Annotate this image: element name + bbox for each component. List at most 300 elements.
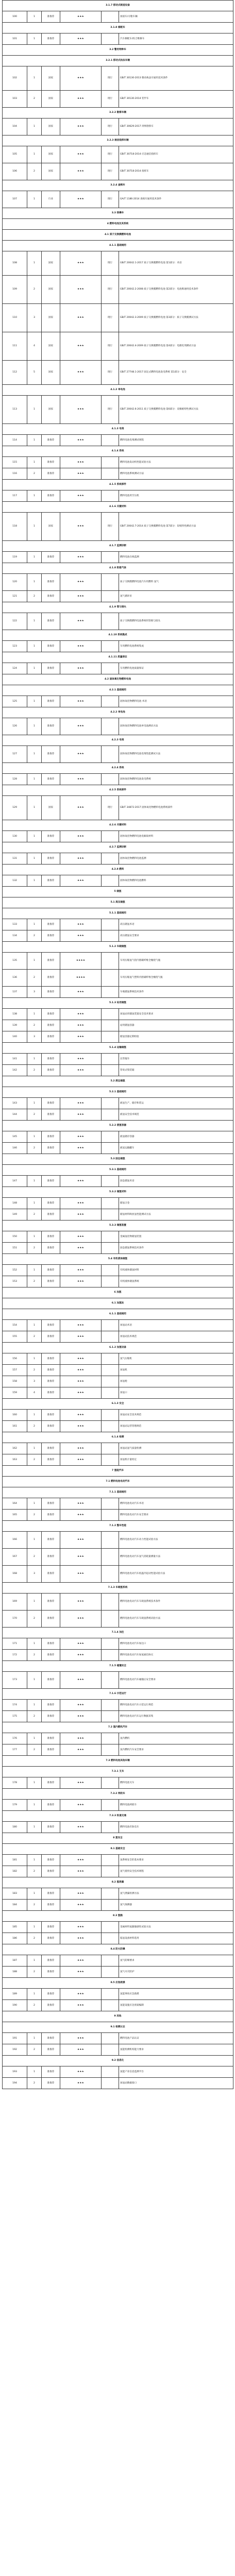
sub-number: 2 — [27, 1143, 42, 1154]
standard-status: 现行 — [102, 304, 119, 332]
sub-number: 1 — [27, 1410, 42, 1421]
standard-name: 临氢设备材料选用 — [119, 1933, 233, 1944]
sub-number: 1 — [27, 1176, 42, 1187]
priority-stars: ★★★ — [60, 853, 102, 865]
standard-name: 高压储氢安全要求 — [119, 930, 233, 942]
standard-name: 金属材料氢脆敏感性试验方法 — [119, 1922, 233, 1933]
sub-number: 2 — [27, 1510, 42, 1521]
priority-stars: ★★★ — [60, 987, 102, 998]
sub-number: 2 — [27, 2044, 42, 2056]
section-row — [3, 1287, 233, 1298]
standard-row — [3, 1822, 233, 1833]
standard-status — [102, 1009, 119, 1020]
section-title: 6.1.1 基础通用 — [3, 1309, 233, 1320]
priority-stars: ★★★ — [60, 1700, 102, 1711]
standard-row — [3, 1900, 233, 1911]
standard-status: 现行 — [102, 163, 119, 180]
standard-name: 氢气循环泵 — [119, 591, 233, 602]
row-number: 144 — [3, 1109, 27, 1121]
standard-name: GB/T 30718-2014 指挥车 — [119, 163, 233, 180]
section-title: 8.5 应急救援 — [3, 1978, 233, 1989]
standard-status — [102, 1510, 119, 1521]
sub-number: 1 — [27, 1443, 42, 1454]
sub-number: 1 — [27, 513, 42, 541]
section-row — [3, 1043, 233, 1054]
standard-name: 加氢机计量检定 — [119, 1454, 233, 1466]
sub-number: 1 — [27, 875, 42, 887]
section-title: 4.1.6 关键材料 — [3, 502, 233, 513]
section-row — [3, 1432, 233, 1443]
sub-number: 2 — [27, 1065, 42, 1076]
standard-row — [3, 1700, 233, 1711]
standard-level: 准推荐 — [42, 1700, 60, 1711]
standard-level: 准推荐 — [42, 930, 60, 942]
sub-number: 2 — [27, 1900, 42, 1911]
priority-stars: ★★★ — [60, 1800, 102, 1811]
priority-stars: ★★★ — [60, 1276, 102, 1287]
standard-status — [102, 1672, 119, 1689]
section-title: 8.3 氢脆 — [3, 1911, 233, 1922]
standard-status — [102, 574, 119, 591]
row-number: 178 — [3, 1777, 27, 1789]
section-row — [3, 1154, 233, 1165]
standard-level: 准推荐 — [42, 591, 60, 602]
sub-number: 2 — [27, 163, 42, 180]
section-title: 4.1.5 系统部件 — [3, 480, 233, 490]
sub-number: 2 — [27, 468, 42, 480]
standard-name: 燃料电池电动汽车低温冷起动性能试验方法 — [119, 1566, 233, 1583]
priority-stars: ★★★ — [60, 718, 102, 735]
standard-level: 准推荐 — [42, 1098, 60, 1109]
sub-number: 1 — [27, 774, 42, 785]
standard-level: 国家 — [42, 796, 60, 820]
standard-level: 国家 — [42, 332, 60, 361]
priority-stars: ★★★ — [60, 1638, 102, 1650]
standard-name: 固体氧化物燃料电池燃料 — [119, 875, 233, 887]
standard-name: 长管拖车 — [119, 1054, 233, 1065]
section-row — [3, 1298, 233, 1309]
section-title: 4 燃料电池及其系统 — [3, 219, 233, 230]
priority-stars: ★★★ — [60, 875, 102, 887]
sub-number: 1 — [27, 1989, 42, 2000]
section-title: 6.1.4 检测 — [3, 1432, 233, 1443]
row-number: 141 — [3, 1054, 27, 1065]
sub-number: 1 — [27, 663, 42, 674]
standard-level: 准推荐 — [42, 919, 60, 930]
row-number: 176 — [3, 1733, 27, 1744]
standard-name: GB/T 34872-2017 固体氧化物燃料电池系统部件 — [119, 796, 233, 820]
section-title: 5.2.2 液氢容器 — [3, 1121, 233, 1131]
section-row — [3, 1628, 233, 1638]
standard-status: 现行 — [102, 118, 119, 135]
standard-row — [3, 1933, 233, 1944]
section-row — [3, 602, 233, 613]
row-number: 184 — [3, 1900, 27, 1911]
standard-level: 准推荐 — [42, 1967, 60, 1978]
section-title: 6.1.3 安全 — [3, 1399, 233, 1410]
standard-status — [102, 1989, 119, 2000]
priority-stars: ★★★ — [60, 2033, 102, 2044]
priority-stars: ★★★ — [60, 2066, 102, 2078]
standard-row — [3, 1967, 233, 1978]
row-number: 123 — [3, 641, 27, 652]
sub-number: 2 — [27, 2078, 42, 2089]
standard-status — [102, 1265, 119, 1276]
standard-status — [102, 774, 119, 785]
standard-status — [102, 1276, 119, 1287]
row-number: 179 — [3, 1800, 27, 1811]
priority-stars: ★★★ — [60, 574, 102, 591]
standard-name: 燃料电池电动汽车动力性能试验方法 — [119, 1532, 233, 1549]
row-number: 129 — [3, 796, 27, 820]
standard-name: 燃料电池产品认证 — [119, 2033, 233, 2044]
sub-number: 1 — [27, 490, 42, 502]
priority-stars: ★★★ — [60, 1888, 102, 1900]
sub-number: 1 — [27, 552, 42, 563]
row-number: 172 — [3, 1650, 27, 1661]
section-title: 7.3 燃料电池其他车辆 — [3, 1756, 233, 1767]
section-row — [3, 1844, 233, 1855]
standard-name: 加氢站技术规范 — [119, 1331, 233, 1343]
priority-stars: ★★★ — [60, 1331, 102, 1343]
sub-number: 1 — [27, 796, 42, 820]
standard-row — [3, 1498, 233, 1510]
row-number: 150 — [3, 1231, 27, 1243]
standard-status — [102, 831, 119, 842]
standard-level: 准推荐 — [42, 1989, 60, 2000]
standard-name: 液氢运输罐车 — [119, 1143, 233, 1154]
standard-level: 准推荐 — [42, 1611, 60, 1628]
sub-number: 1 — [27, 66, 42, 91]
standard-status: 现行 — [102, 66, 119, 91]
standard-row — [3, 930, 233, 942]
sub-number: 2 — [27, 930, 42, 942]
priority-stars: ★★★ — [60, 831, 102, 842]
standard-row — [3, 490, 233, 502]
standard-level: 国家 — [42, 251, 60, 276]
standard-status — [102, 1922, 119, 1933]
standard-name: 燃料电池电堆测试规程 — [119, 435, 233, 446]
standard-status — [102, 1638, 119, 1650]
section-title: 8 氢安全 — [3, 1833, 233, 1844]
standard-level: 准推荐 — [42, 831, 60, 842]
section-row — [3, 1689, 233, 1700]
priority-stars: ★★★ — [60, 1611, 102, 1628]
section-row — [3, 1756, 233, 1767]
row-number: 152 — [3, 1265, 27, 1276]
sub-number: 3 — [27, 1566, 42, 1583]
section-row — [3, 1466, 233, 1477]
priority-stars: ★★★ — [60, 663, 102, 674]
standard-name: 氢气使用安全技术规程 — [119, 1866, 233, 1877]
standard-status — [102, 1320, 119, 1331]
standard-row — [3, 613, 233, 630]
section-title: 3.3 排爆车 — [3, 208, 233, 219]
standard-status — [102, 1243, 119, 1254]
row-number: 189 — [3, 1989, 27, 2000]
priority-stars: ★★★ — [60, 1410, 102, 1421]
standard-row — [3, 718, 233, 735]
priority-stars: ★★★ — [60, 332, 102, 361]
sub-number: 2 — [27, 1421, 42, 1432]
standard-level: 国家 — [42, 163, 60, 180]
standard-status — [102, 1855, 119, 1866]
standard-name: GB/T 30718-2014 应急通信指挥车 — [119, 146, 233, 163]
section-row — [3, 541, 233, 552]
sub-number: 2 — [27, 1276, 42, 1287]
standard-name: 燃料电池电动汽车运行数据采集 — [119, 1711, 233, 1722]
row-number: 119 — [3, 552, 27, 563]
standard-row — [3, 696, 233, 707]
standard-row — [3, 251, 233, 276]
section-row — [3, 735, 233, 746]
standard-name: GB/T 30629-2017 刑事勘察车 — [119, 118, 233, 135]
section-title: 4.2.8 燃料 — [3, 865, 233, 875]
standard-status — [102, 1967, 119, 1978]
section-title: 4.1.2 单电池 — [3, 385, 233, 396]
priority-stars: ★★★ — [60, 1109, 102, 1121]
section-row — [3, 1254, 233, 1265]
section-row — [3, 1767, 233, 1777]
priority-stars: ★★★ — [60, 163, 102, 180]
section-row — [3, 208, 233, 219]
row-number: 105 — [3, 146, 27, 163]
standard-name: GA/T 1186-2014 查缉车通用技术条件 — [119, 191, 233, 208]
standard-status — [102, 1532, 119, 1549]
standard-name: 有机液体储氢材料 — [119, 1265, 233, 1276]
standard-level: 准推荐 — [42, 1888, 60, 1900]
standard-level: 准推荐 — [42, 1744, 60, 1756]
standard-level: 准推荐 — [42, 457, 60, 468]
row-number: 163 — [3, 1454, 27, 1466]
standard-row — [3, 1054, 233, 1065]
sub-number: 2 — [27, 1866, 42, 1877]
section-row — [3, 897, 233, 908]
row-number: 117 — [3, 490, 27, 502]
standard-name: 高压储氢术语 — [119, 919, 233, 930]
sub-number: 1 — [27, 953, 42, 970]
standard-row — [3, 1243, 233, 1254]
row-number: 134 — [3, 930, 27, 942]
section-row — [3, 502, 233, 513]
priority-stars: ★★★ — [60, 1231, 102, 1243]
sub-number: 2 — [27, 970, 42, 987]
section-title: 8.4 防火防爆 — [3, 1944, 233, 1955]
row-number: 130 — [3, 831, 27, 842]
standard-level: 准推荐 — [42, 1922, 60, 1933]
sub-number: 1 — [27, 1672, 42, 1689]
standard-name: GB/T 20042.6-2011 质子交换膜燃料电池 第6部分：双极板特性测试方法 — [119, 396, 233, 424]
row-number: 190 — [3, 2000, 27, 2011]
priority-stars: ★★★ — [60, 613, 102, 630]
section-row — [3, 1, 233, 11]
row-number: 182 — [3, 1866, 27, 1877]
section-row — [3, 1911, 233, 1922]
priority-stars: ★★★ — [60, 1498, 102, 1510]
sub-number: 1 — [27, 1054, 42, 1065]
standard-row — [3, 304, 233, 332]
section-title: 5.1.2 车载储氢 — [3, 942, 233, 953]
standard-row — [3, 1454, 233, 1466]
priority-stars: ★★★ — [60, 1198, 102, 1209]
standard-level: 准推荐 — [42, 1672, 60, 1689]
standard-level: 准推荐 — [42, 1353, 60, 1365]
standard-row — [3, 1065, 233, 1076]
sub-number: 1 — [27, 1231, 42, 1243]
section-row — [3, 1121, 233, 1131]
section-title: 3.2.1 移动式执法车辆 — [3, 56, 233, 66]
standard-status — [102, 1955, 119, 1967]
section-title: 5.2 液态储氢 — [3, 1076, 233, 1087]
standard-name: 质子交换膜燃料电池系统用管路与接头 — [119, 613, 233, 630]
section-row — [3, 1583, 233, 1594]
standard-name: 加固车/方舱车辆 — [119, 11, 233, 23]
standard-name: 氢能检测机构能力要求 — [119, 2044, 233, 2056]
row-number: 137 — [3, 987, 27, 998]
section-row — [3, 1833, 233, 1844]
standard-name: 车用燃料电池质量保证 — [119, 663, 233, 674]
standard-level: 准推荐 — [42, 1365, 60, 1376]
priority-stars: ★★★ — [60, 1594, 102, 1611]
standard-level: 准推荐 — [42, 1454, 60, 1466]
standard-row — [3, 987, 233, 998]
priority-stars: ★★★ — [60, 1353, 102, 1365]
standard-status — [102, 468, 119, 480]
standard-level: 准推荐 — [42, 1143, 60, 1154]
standard-status — [102, 33, 119, 45]
sub-number: 1 — [27, 1009, 42, 1020]
sub-number: 1 — [27, 1353, 42, 1365]
standard-name: 燃料电池叉车 — [119, 1777, 233, 1789]
section-row — [3, 385, 233, 396]
standard-name: 氢气泄漏检测方法 — [119, 1888, 233, 1900]
priority-stars: ★★★ — [60, 1672, 102, 1689]
standard-level: 准推荐 — [42, 1510, 60, 1521]
standard-level: 国家 — [42, 361, 60, 385]
row-number: 106 — [3, 163, 27, 180]
standard-name: GB/T 27748.1-2017 固定式燃料电池发电系统 第1部分：安全 — [119, 361, 233, 385]
section-row — [3, 1087, 233, 1098]
standard-name: 加氢站运营管理规范 — [119, 1421, 233, 1432]
sub-number: 5 — [27, 361, 42, 385]
standard-row — [3, 163, 233, 180]
section-title: 7.2 氢内燃机汽车 — [3, 1722, 233, 1733]
row-number: 167 — [3, 1549, 27, 1566]
priority-stars: ★★★ — [60, 1900, 102, 1911]
row-number: 145 — [3, 1131, 27, 1143]
priority-stars: ★★★ — [60, 304, 102, 332]
standard-status — [102, 1800, 119, 1811]
row-number: 107 — [3, 191, 27, 208]
standard-status — [102, 1744, 119, 1756]
section-row — [3, 998, 233, 1009]
section-row — [3, 1877, 233, 1888]
standard-status — [102, 930, 119, 942]
priority-stars: ★★★ — [60, 641, 102, 652]
standard-status — [102, 1065, 119, 1076]
section-title: 3.1.8 修配车 — [3, 23, 233, 33]
row-number: 114 — [3, 435, 27, 446]
sub-number: 2 — [27, 1611, 42, 1628]
standard-level: 准推荐 — [42, 1566, 60, 1583]
standard-level: 国家 — [42, 396, 60, 424]
standard-status — [102, 875, 119, 887]
priority-stars: ★★★ — [60, 251, 102, 276]
standard-name: GB/T 20042.3-2009 质子交换膜燃料电池 第3部分：质子交换膜测试方法 — [119, 304, 233, 332]
standard-name: 液氢储存容器 — [119, 1131, 233, 1143]
priority-stars: ★★★ — [60, 774, 102, 785]
standard-row — [3, 1888, 233, 1900]
sub-number: 1 — [27, 1498, 42, 1510]
standard-level: 准推荐 — [42, 1498, 60, 1510]
row-number: 168 — [3, 1566, 27, 1583]
priority-stars: ★★★ — [60, 746, 102, 763]
section-row — [3, 45, 233, 56]
priority-stars: ★★★ — [60, 1243, 102, 1254]
standard-row — [3, 66, 233, 91]
section-row — [3, 1978, 233, 1989]
standard-status — [102, 591, 119, 602]
priority-stars: ★★★ — [60, 1955, 102, 1967]
section-title: 5.1.1 基础通用 — [3, 908, 233, 919]
section-title: 4.2.4 系统 — [3, 763, 233, 774]
standard-name: 固体氧化物燃料电池电解质材料 — [119, 831, 233, 842]
section-row — [3, 1165, 233, 1176]
row-number: 121 — [3, 591, 27, 602]
priority-stars: ★★★ — [60, 1922, 102, 1933]
standard-name: 氢能设施应急预案编制 — [119, 2000, 233, 2011]
priority-stars: ★★★ — [60, 1549, 102, 1566]
priority-stars: ★★★ — [60, 696, 102, 707]
standard-status — [102, 1822, 119, 1833]
standard-level: 准推荐 — [42, 1065, 60, 1076]
standard-level: 准推荐 — [42, 490, 60, 502]
sub-number: 1 — [27, 11, 42, 23]
standard-level: 准推荐 — [42, 2044, 60, 2056]
standard-status — [102, 1888, 119, 1900]
standard-level: 准推荐 — [42, 1900, 60, 1911]
row-number: 111 — [3, 332, 27, 361]
sub-number: 1 — [27, 613, 42, 630]
standard-row — [3, 1198, 233, 1209]
sub-number: 2 — [27, 1331, 42, 1343]
row-number: 180 — [3, 1822, 27, 1833]
section-row — [3, 2011, 233, 2022]
row-number: 155 — [3, 1331, 27, 1343]
standard-status — [102, 1031, 119, 1043]
section-row — [3, 1789, 233, 1800]
section-row — [3, 1811, 233, 1822]
standard-name: 氢能事故应急救援 — [119, 1989, 233, 2000]
row-number: 139 — [3, 1020, 27, 1031]
standard-level: 准推荐 — [42, 1031, 60, 1043]
standard-status — [102, 2078, 119, 2089]
standard-name: 燃料电池电动汽车加注口 — [119, 1638, 233, 1650]
sub-number: 3 — [27, 1376, 42, 1387]
standard-row — [3, 1143, 233, 1154]
standard-level: 准推荐 — [42, 875, 60, 887]
standard-status — [102, 1700, 119, 1711]
row-number: 164 — [3, 1498, 27, 1510]
row-number: 140 — [3, 1031, 27, 1043]
row-number: 156 — [3, 1353, 27, 1365]
sub-number: 3 — [27, 987, 42, 998]
standard-level: 准推荐 — [42, 1800, 60, 1811]
priority-stars: ★★★ — [60, 276, 102, 304]
standard-level: 准推荐 — [42, 1020, 60, 1031]
standard-row — [3, 1320, 233, 1331]
standard-level: 准推荐 — [42, 663, 60, 674]
